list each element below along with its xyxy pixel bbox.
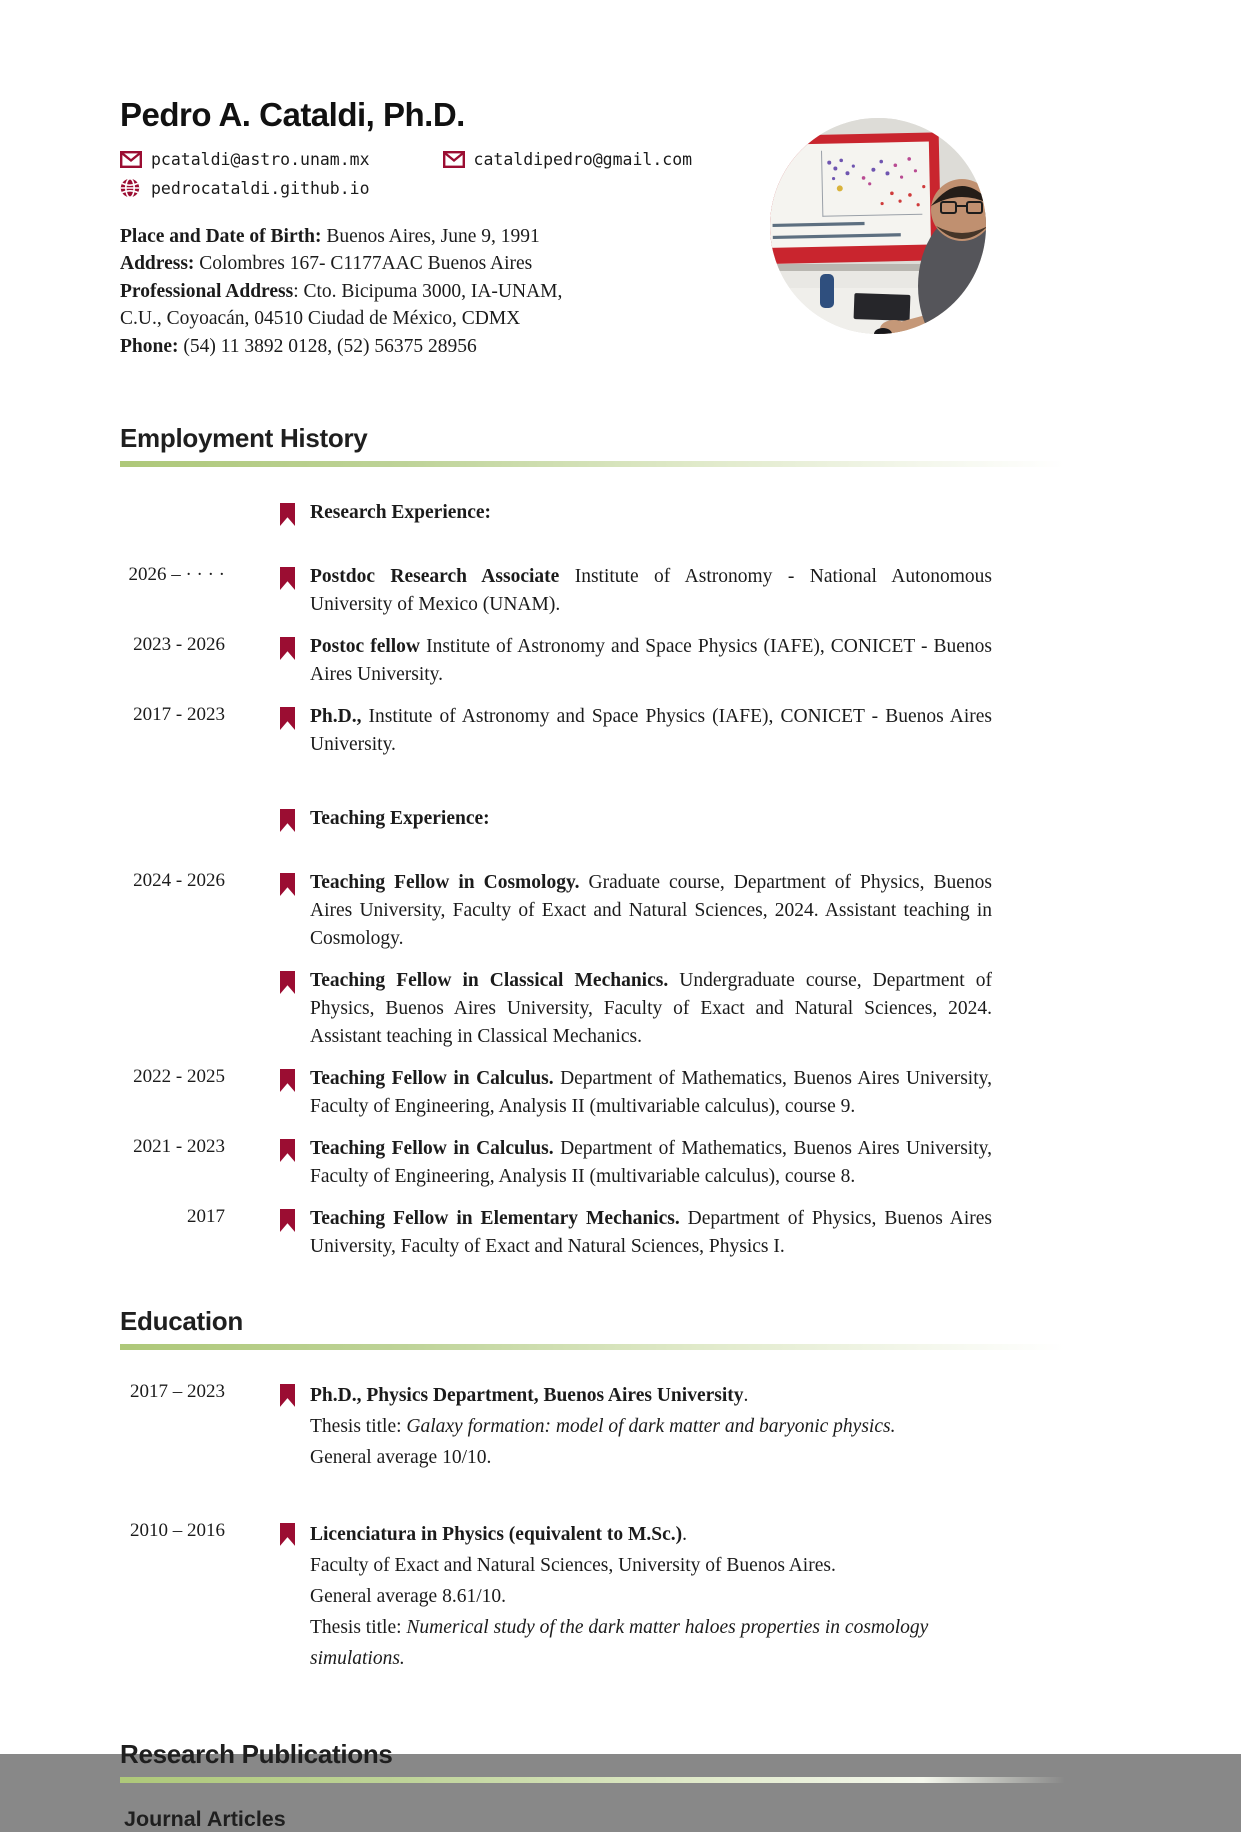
section-rule bbox=[120, 1344, 1065, 1350]
employment-entry bbox=[120, 1205, 992, 1261]
entry-date: 2017 - 2023 bbox=[133, 704, 225, 726]
entry-body: Postoc fellow Institute of Astronomy and Space Physics (IAFE), CONICET - Buenos Aires University. bbox=[310, 636, 993, 686]
entry-date: 2022 - 2025 bbox=[133, 1066, 225, 1088]
bookmark-icon bbox=[280, 567, 295, 590]
info-address: Address: Colombres 167- C1177AAC Buenos Aires bbox=[120, 253, 533, 275]
bookmark-icon bbox=[280, 1384, 295, 1407]
bookmark-icon bbox=[280, 637, 295, 660]
entry-body: Licenciatura in Physics (equivalent to M.Sc.). Faculty of Exact and Natural Sciences, University of Buenos Aires. General average 8.61/10. Thesis title: Numerical study of the dark matter haloes properties in cosmology simulations. bbox=[310, 1523, 929, 1669]
entry-date: 2017 bbox=[187, 1206, 225, 1228]
entry-body: Postdoc Research Associate Institute of Astronomy - National Autonomous University of Mexico (UNAM). bbox=[310, 566, 992, 616]
entry-date: 2024 - 2026 bbox=[133, 870, 225, 892]
entry-body: Teaching Fellow in Classical Mechanics. Undergraduate course, Department of Physics, Buenos Aires University, Faculty of Exact and Natural Sciences, 2024. Assistant teaching in Classical Mechanics. bbox=[310, 970, 992, 1048]
entry-date: 2021 - 2023 bbox=[133, 1136, 225, 1158]
employment-entry bbox=[120, 869, 992, 953]
section-publications bbox=[120, 1740, 992, 1832]
entry-body: Teaching Fellow in Calculus. Department of Mathematics, Buenos Aires University, Faculty of Engineering, Analysis II (multivariable calculus), course 8. bbox=[310, 1138, 992, 1188]
section-employment-history bbox=[120, 424, 992, 1261]
entry-date: 2017 – 2023 bbox=[130, 1380, 225, 1402]
section-title-employment: Employment History bbox=[120, 423, 368, 454]
contact-row-2 bbox=[120, 174, 992, 203]
section-title-publications: Research Publications bbox=[120, 1738, 393, 1769]
bookmark-icon bbox=[280, 1139, 295, 1162]
employment-subheader: Teaching Experience: bbox=[120, 805, 992, 833]
section-rule bbox=[120, 461, 1065, 467]
section-title-education: Education bbox=[120, 1306, 243, 1337]
bookmark-icon bbox=[280, 873, 295, 896]
info-professional-address: Professional Address: Cto. Bicipuma 3000, IA-UNAM, C.U., Coyoacán, 04510 Ciudad de México, CDMX bbox=[120, 280, 563, 330]
contact-row-1 bbox=[120, 145, 992, 174]
info-phone: Phone: (54) 11 3892 0128, (52) 56375 28956 bbox=[120, 335, 477, 357]
employment-entry bbox=[120, 1065, 992, 1121]
contact-website bbox=[120, 178, 370, 198]
employment-entry bbox=[120, 633, 992, 689]
website-link[interactable]: pedrocataldi.github.io bbox=[151, 178, 370, 198]
bookmark-icon bbox=[280, 971, 295, 994]
entry-date: 2010 – 2016 bbox=[130, 1519, 225, 1541]
entry-date: 2026 – · · · · bbox=[128, 564, 225, 586]
page-title: Pedro A. Cataldi, Ph.D. bbox=[120, 96, 465, 133]
section-rule bbox=[120, 1777, 1065, 1783]
email-secondary-link[interactable]: cataldipedro@gmail.com bbox=[473, 149, 693, 169]
bookmark-icon bbox=[280, 809, 295, 832]
personal-info bbox=[120, 223, 590, 361]
bookmark-icon bbox=[280, 1069, 295, 1092]
contact-email-secondary bbox=[443, 149, 693, 169]
employment-entry bbox=[120, 703, 992, 759]
entry-body: Teaching Fellow in Cosmology. Graduate course, Department of Physics, Buenos Aires University, Faculty of Exact and Natural Sciences, 2024. Assistant teaching in Cosmology. bbox=[310, 872, 992, 950]
globe-icon bbox=[120, 178, 142, 198]
contact-email-primary bbox=[120, 149, 370, 169]
envelope-icon bbox=[443, 149, 465, 169]
education-entry bbox=[120, 1380, 992, 1473]
bookmark-icon bbox=[280, 1523, 295, 1546]
entry-date: 2023 - 2026 bbox=[133, 634, 225, 656]
entry-body: Teaching Fellow in Calculus. Department of Mathematics, Buenos Aires University, Faculty of Engineering, Analysis II (multivariable calculus), course 9. bbox=[310, 1068, 992, 1118]
entry-body: Ph.D., Institute of Astronomy and Space Physics (IAFE), CONICET - Buenos Aires University. bbox=[310, 706, 992, 756]
employment-subheader: Research Experience: bbox=[120, 499, 992, 527]
email-primary-link[interactable]: pcataldi@astro.unam.mx bbox=[151, 149, 370, 169]
entry-body: Ph.D., Physics Department, Buenos Aires University. Thesis title: Galaxy formation: model of dark matter and baryonic physics. General average 10/10. bbox=[310, 1384, 896, 1468]
education-entry bbox=[120, 1519, 992, 1674]
bookmark-icon bbox=[280, 503, 295, 526]
employment-entry bbox=[120, 1135, 992, 1191]
bookmark-icon bbox=[280, 1209, 295, 1232]
subsection-journal-articles: Journal Articles bbox=[124, 1806, 286, 1831]
entry-date bbox=[120, 967, 225, 1051]
info-place-of-birth: Place and Date of Birth: Buenos Aires, June 9, 1991 bbox=[120, 225, 540, 247]
employment-entry bbox=[120, 563, 992, 619]
employment-entry bbox=[120, 967, 992, 1051]
entry-body: Teaching Fellow in Elementary Mechanics. Department of Physics, Buenos Aires University, Faculty of Exact and Natural Sciences, Physics I. bbox=[310, 1208, 993, 1258]
section-education bbox=[120, 1307, 992, 1674]
envelope-icon bbox=[120, 149, 142, 169]
bookmark-icon bbox=[280, 707, 295, 730]
